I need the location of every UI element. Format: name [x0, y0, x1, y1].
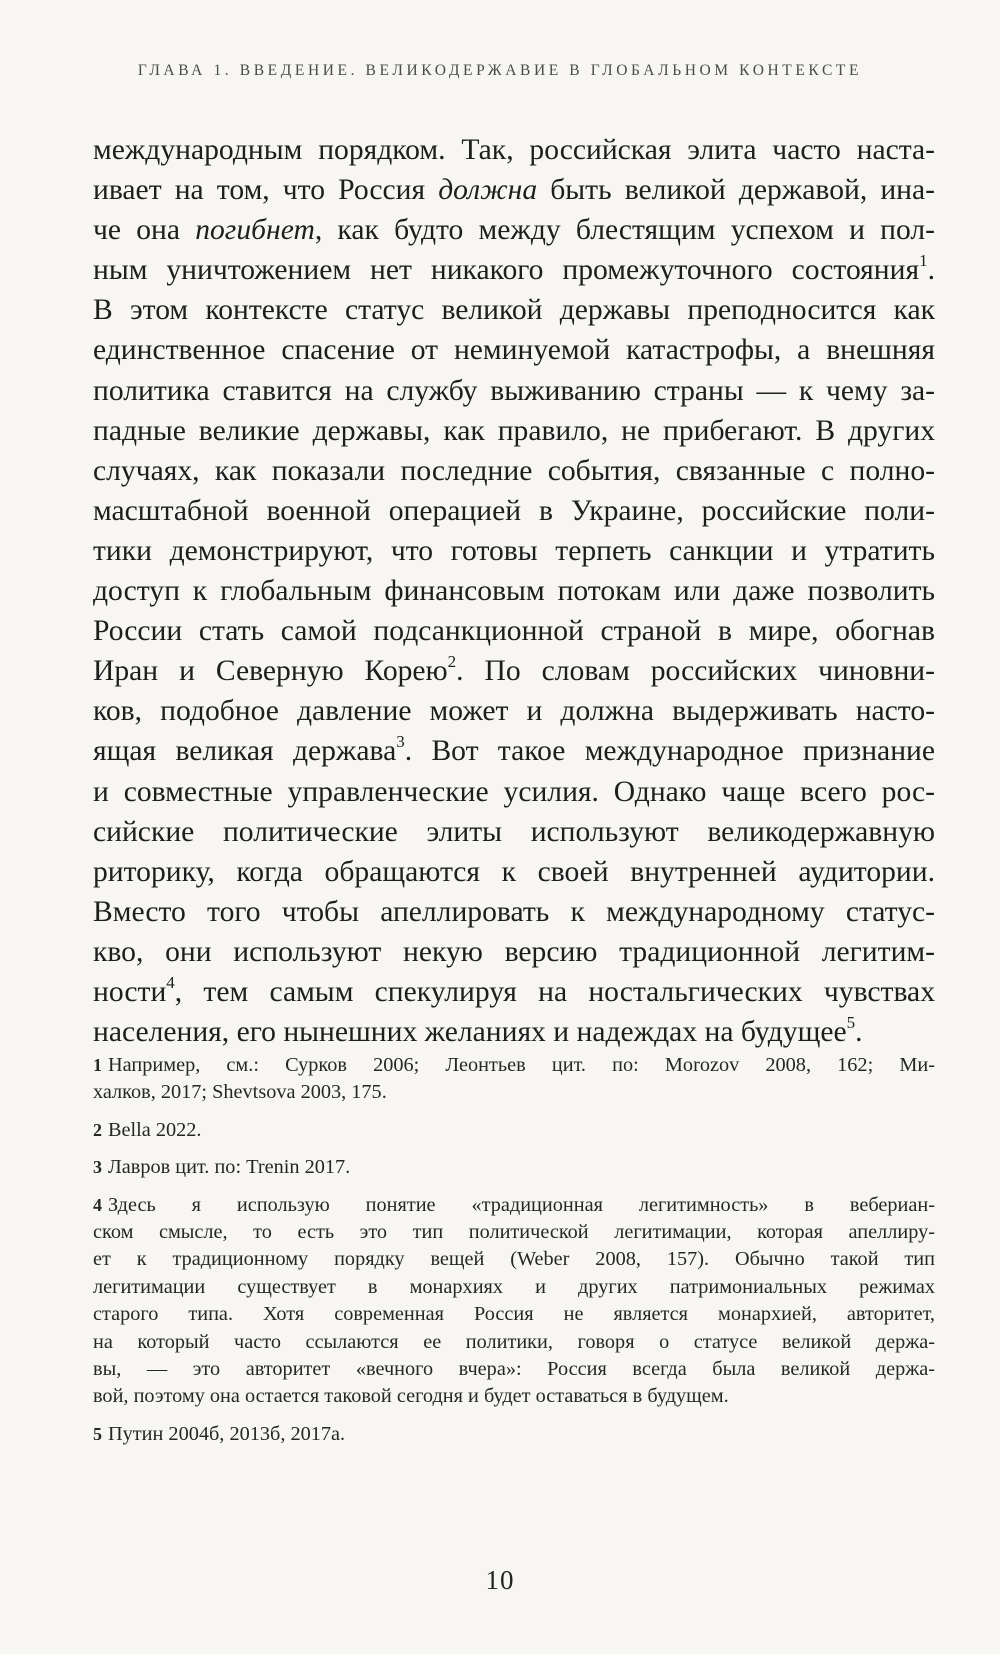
footnote-text: на который часто ссылаются ее политики, говоря о статусе великой держа-	[93, 1330, 935, 1353]
body-line	[93, 812, 935, 852]
body-text-segment: ным уничтожением нет никакого промежуточного состояния	[93, 254, 920, 287]
footnote	[93, 1421, 935, 1448]
footnote-text: вы, — это авторитет «вечного вчера»: Россия всегда была великой держа-	[93, 1357, 935, 1380]
body-text-segment: падные великие державы, как правило, не прибегают. В других	[93, 414, 935, 447]
body-text-segment: кво, они используют некую версию традиционной легитим-	[93, 935, 935, 968]
footnote-line	[93, 1421, 935, 1448]
body-text-segment: .	[855, 1016, 863, 1049]
footnote-line	[93, 1329, 935, 1356]
footnote	[93, 1052, 935, 1107]
body-line	[93, 290, 935, 330]
footnote-text: Bella 2022.	[108, 1118, 202, 1141]
body-line	[93, 170, 935, 210]
footnote-marker: 5	[846, 1013, 856, 1033]
body-line	[93, 972, 935, 1012]
body-line	[93, 531, 935, 571]
page-number: 10	[485, 1565, 515, 1595]
body-line	[93, 491, 935, 531]
footnote-marker: 3	[396, 732, 405, 752]
footnote	[93, 1192, 935, 1411]
body-text-segment: сийские политические элиты используют великодержавную	[93, 815, 935, 848]
body-text-segment: . По словам российских чиновни-	[456, 655, 935, 688]
body-text-segment: , тем самым спекулируя на ностальгических чувствах	[174, 975, 935, 1008]
body-text-segment: риторику, когда обращаются к своей внутренней аудитории.	[93, 855, 935, 888]
body-text-segment: населения, его нынешних желаниях и надеждах на будущее	[93, 1016, 847, 1049]
footnote-text: Например, см.: Сурков 2006; Леонтьев цит. по: Morozov 2008, 162; Ми-	[108, 1054, 935, 1076]
body-line	[93, 892, 935, 932]
body-line	[93, 250, 935, 290]
footnote-line	[93, 1246, 935, 1273]
body-line	[93, 130, 935, 170]
body-line	[93, 411, 935, 451]
body-text-segment: доступ к глобальным финансовым потокам или даже позволить	[93, 575, 935, 608]
body-line	[93, 852, 935, 892]
footnotes	[93, 1052, 935, 1458]
body-line	[93, 210, 935, 250]
footnote-line	[93, 1274, 935, 1301]
footnote-line	[93, 1052, 935, 1079]
footnote	[93, 1154, 935, 1181]
footnote	[93, 1117, 935, 1144]
emphasized-word: должна	[438, 174, 538, 207]
body-line	[93, 731, 935, 771]
body-line	[93, 571, 935, 611]
footnote-line	[93, 1219, 935, 1246]
footnote-text: старого типа. Хотя современная Россия не является монархией, авторитет,	[93, 1303, 935, 1326]
body-text-segment: быть великой державой, ина-	[537, 174, 935, 207]
footnote-text: ском смысле, то есть это тип политической легитимации, которая апеллиру-	[93, 1220, 935, 1243]
body-text-segment: Вместо того чтобы апеллировать к международному статус-	[93, 895, 935, 928]
footnote-number: 2	[93, 1119, 102, 1140]
footnote-text: Здесь я использую понятие «традиционная легитимность» в вебериан-	[108, 1193, 935, 1216]
body-line	[93, 691, 935, 731]
footnote-line	[93, 1117, 935, 1144]
body-line	[93, 772, 935, 812]
body-line	[93, 371, 935, 411]
footnote-marker: 4	[166, 972, 175, 992]
body-text-segment: и совместные управленческие усилия. Однако чаще всего рос-	[93, 775, 935, 808]
body-line	[93, 1012, 935, 1052]
footnote-line	[93, 1383, 935, 1410]
body-text-segment: ивает на том, что Россия	[93, 174, 439, 207]
body-text-segment: ности	[93, 975, 167, 1008]
body-text	[93, 130, 935, 1052]
footnote-text: ет к традиционному порядку вещей (Weber 2008, 157). Обычно такой тип	[93, 1248, 935, 1271]
body-line	[93, 451, 935, 491]
body-text-segment: .	[927, 254, 935, 287]
footnote-text: халков, 2017; Shevtsova 2003, 175.	[93, 1081, 387, 1104]
body-text-segment: тики демонстрируют, что готовы терпеть санкции и утратить	[93, 534, 935, 567]
body-line	[93, 611, 935, 651]
body-text-segment: , как будто между блестящим успехом и пол-	[314, 214, 935, 247]
footnote-line	[93, 1154, 935, 1181]
emphasized-word: погибнет	[195, 214, 315, 247]
body-text-segment: В этом контексте статус великой державы преподносится как	[93, 294, 935, 327]
body-text-segment: . Вот такое международное признание	[404, 735, 935, 768]
body-line	[93, 651, 935, 691]
footnote-text: легитимации существует в монархиях и других патримониальных режимах	[93, 1275, 935, 1298]
footnote-text: Путин 2004б, 2013б, 2017а.	[108, 1422, 346, 1445]
body-text-segment: политика ставится на службу выживанию страны — к чему за-	[93, 374, 935, 407]
body-text-segment: единственное спасение от неминуемой катастрофы, а внешняя	[93, 334, 935, 367]
body-text-segment: случаях, как показали последние события, связанные с полно-	[93, 454, 935, 487]
footnote-line	[93, 1079, 935, 1106]
body-text-segment: международным порядком. Так, российская элита часто наста-	[93, 134, 935, 166]
body-text-segment: ков, подобное давление может и должна выдерживать насто-	[93, 695, 935, 728]
footnote-text: вой, поэтому она остается таковой сегодня и будет оставаться в будущем.	[93, 1385, 729, 1408]
footnote-marker: 1	[919, 251, 928, 271]
body-text-segment: России стать самой подсанкционной страной в мире, обогнав	[93, 615, 935, 648]
footnote-number: 3	[93, 1157, 102, 1178]
body-text-segment: че она	[93, 214, 196, 247]
running-header: ГЛАВА 1. ВВЕДЕНИЕ. ВЕЛИКОДЕРЖАВИЕ В ГЛОБАЛЬНОМ КОНТЕКСТЕ	[137, 62, 863, 79]
footnote-line	[93, 1301, 935, 1328]
body-text-segment: ящая великая держава	[93, 735, 397, 768]
footnote-text: Лавров цит. по: Trenin 2017.	[108, 1156, 351, 1179]
footnote-line	[93, 1192, 935, 1219]
footnote-number: 1	[93, 1055, 102, 1075]
body-line	[93, 932, 935, 972]
footnote-number: 4	[93, 1194, 102, 1215]
footnote-line	[93, 1356, 935, 1383]
footnote-number: 5	[93, 1423, 102, 1444]
footnote-marker: 2	[447, 652, 457, 672]
body-line	[93, 330, 935, 370]
body-text-segment: масштабной военной операцией в Украине, российские поли-	[93, 494, 935, 527]
body-text-segment: Иран и Северную Корею	[93, 655, 448, 688]
